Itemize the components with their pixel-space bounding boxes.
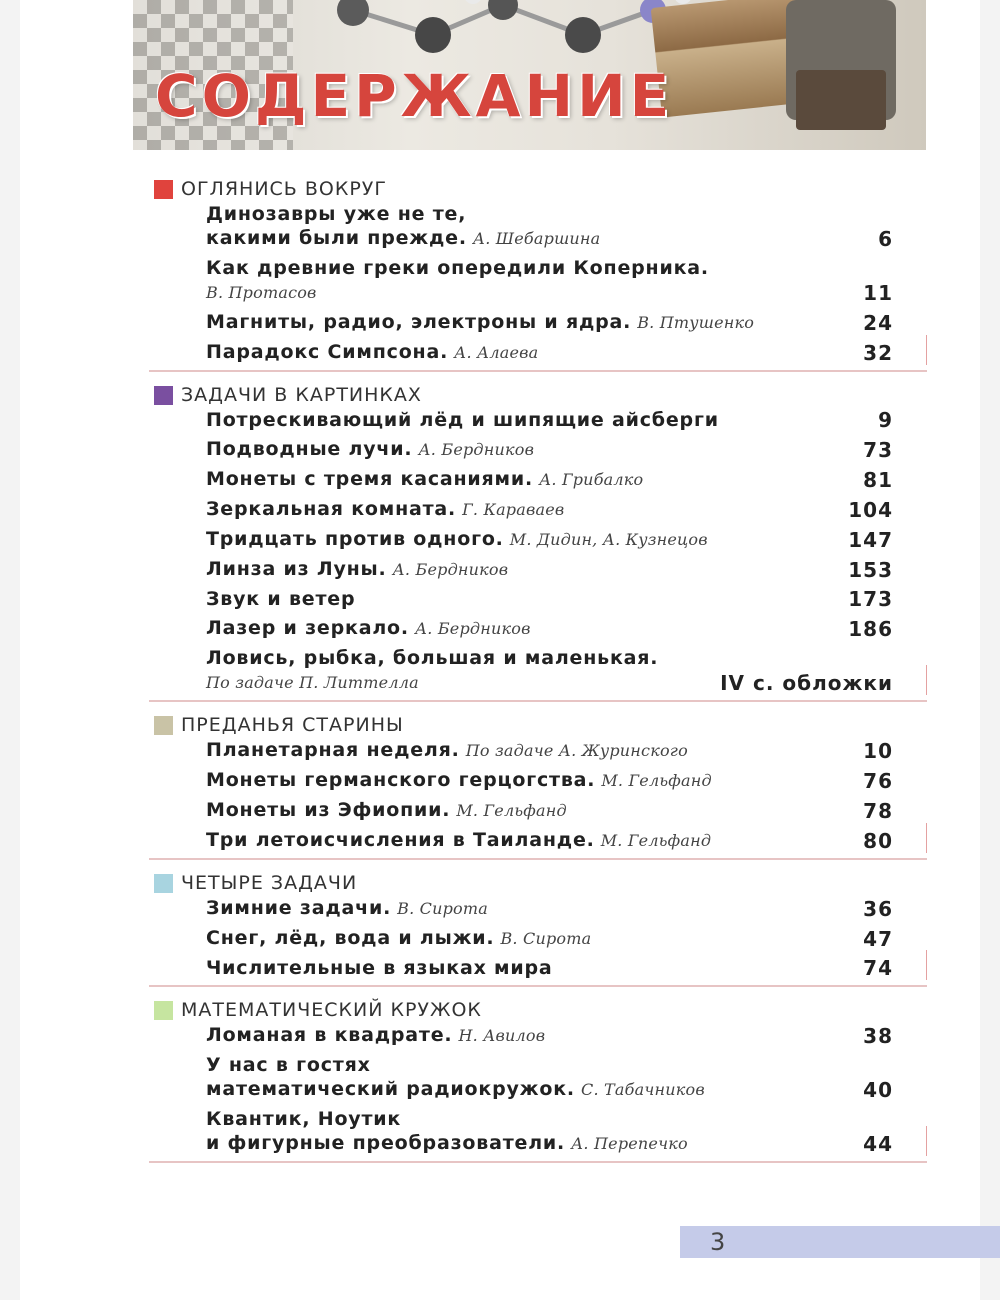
section-divider	[149, 985, 927, 987]
section-color-square	[154, 716, 173, 735]
entry-title: Магниты, радио, электроны и ядра.	[206, 311, 632, 333]
section-entries	[133, 202, 933, 365]
entry-title-line: У нас в гостях	[206, 1054, 371, 1076]
toc-entry[interactable]	[133, 768, 921, 793]
entry-page: 81	[863, 468, 893, 492]
toc-entry[interactable]	[133, 256, 921, 305]
entry-author: А. Бердников	[392, 560, 509, 579]
section-matematicheskiy-kruzhok	[133, 997, 933, 1163]
section-entries	[133, 408, 933, 695]
toc-entry[interactable]	[133, 738, 921, 763]
section-divider	[149, 1161, 927, 1163]
toc-entry[interactable]	[133, 497, 921, 522]
entry-author: А. Алаева	[454, 343, 539, 362]
toc-entry[interactable]	[133, 310, 921, 335]
entry-title: Зеркальная комната.	[206, 498, 457, 520]
entry-author: А. Бердников	[418, 440, 535, 459]
entry-title: и фигурные преобразователи.	[206, 1132, 566, 1154]
entry-author: В. Сирота	[500, 929, 592, 948]
entry-author: Н. Авилов	[458, 1026, 546, 1045]
entry-title: Монеты из Эфиопии.	[206, 799, 451, 821]
entry-title: Потрескивающий лёд и шипящие айсберги	[206, 409, 719, 431]
toc-entry[interactable]	[133, 1053, 921, 1102]
entry-author: В. Сирота	[397, 899, 489, 918]
table-of-contents	[133, 176, 933, 1173]
toc-entry[interactable]	[133, 616, 921, 641]
entry-author: Г. Караваев	[462, 500, 565, 519]
section-title: ПРЕДАНЬЯ СТАРИНЫ	[181, 714, 404, 736]
section-title: ОГЛЯНИСЬ ВОКРУГ	[181, 178, 387, 200]
section-header	[133, 382, 933, 408]
entry-author: М. Гельфанд	[601, 771, 712, 790]
section-chetyre-zadachi	[133, 870, 933, 987]
section-predanya-stariny	[133, 712, 933, 860]
toc-entry[interactable]	[133, 527, 921, 552]
entry-page: 153	[848, 558, 893, 582]
entry-author: С. Табачников	[581, 1080, 705, 1099]
entry-author: А. Шебаршина	[472, 229, 601, 248]
entry-title: какими были прежде.	[206, 227, 467, 249]
section-title: ЗАДАЧИ В КАРТИНКАХ	[181, 384, 422, 406]
entry-page: 74	[863, 956, 893, 980]
entry-author: М. Гельфанд	[456, 801, 567, 820]
toc-entry[interactable]	[133, 467, 921, 492]
entry-author: По задаче П. Литтелла	[206, 673, 419, 692]
entry-author: А. Бердников	[414, 619, 531, 638]
section-color-square	[154, 180, 173, 199]
section-divider	[149, 700, 927, 702]
page-title: СОДЕРЖАНИЕ	[155, 62, 674, 130]
page-number: 3	[710, 1228, 726, 1256]
entry-title-line: Квантик, Ноутик	[206, 1108, 402, 1130]
entry-author: По задаче А. Журинского	[465, 741, 688, 760]
entry-page: 147	[848, 528, 893, 552]
section-zadachi-v-kartinkah	[133, 382, 933, 702]
entry-page: IV с. обложки	[720, 671, 893, 695]
entry-page: 76	[863, 769, 893, 793]
entry-author: А. Перепечко	[571, 1134, 688, 1153]
toc-entry[interactable]	[133, 798, 921, 823]
entry-title: Линза из Луны.	[206, 558, 387, 580]
entry-page: 6	[878, 227, 893, 251]
section-entries	[133, 1023, 933, 1156]
entry-title: Как древние греки опередили Коперника.	[206, 257, 709, 279]
toc-entry[interactable]	[133, 956, 921, 980]
page	[20, 0, 980, 1300]
section-header	[133, 870, 933, 896]
entry-page: 186	[848, 617, 893, 641]
page-footer-bar	[680, 1226, 1000, 1258]
section-color-square	[154, 1001, 173, 1020]
toc-entry[interactable]	[133, 926, 921, 951]
entry-title: Звук и ветер	[206, 588, 356, 610]
section-color-square	[154, 874, 173, 893]
entry-page: 73	[863, 438, 893, 462]
section-header	[133, 997, 933, 1023]
toc-entry[interactable]	[133, 340, 921, 365]
toc-entry[interactable]	[133, 408, 921, 432]
entry-page: 10	[863, 739, 893, 763]
entry-page: 24	[863, 311, 893, 335]
entry-page: 32	[863, 341, 893, 365]
section-header	[133, 176, 933, 202]
entry-page: 9	[878, 408, 893, 432]
entry-page: 78	[863, 799, 893, 823]
entry-title: Ловись, рыбка, большая и маленькая.	[206, 647, 659, 669]
entry-page: 173	[848, 587, 893, 611]
entry-author: В. Птушенко	[637, 313, 755, 332]
entry-author: А. Грибалко	[539, 470, 644, 489]
entry-title-line: Динозавры уже не те,	[206, 203, 467, 225]
toc-entry[interactable]	[133, 437, 921, 462]
entry-title: Зимние задачи.	[206, 897, 392, 919]
entry-title: Тридцать против одного.	[206, 528, 504, 550]
entry-page: 38	[863, 1024, 893, 1048]
toc-entry[interactable]	[133, 557, 921, 582]
entry-title: Три летоисчисления в Таиланде.	[206, 829, 595, 851]
section-header	[133, 712, 933, 738]
entry-title: Монеты с тремя касаниями.	[206, 468, 534, 490]
toc-entry[interactable]	[133, 646, 921, 695]
section-divider	[149, 858, 927, 860]
entry-title: Числительные в языках мира	[206, 957, 553, 979]
toc-entry[interactable]	[133, 587, 921, 611]
section-oglyanis-vokrug	[133, 176, 933, 372]
entry-title: Парадокс Симпсона.	[206, 341, 449, 363]
sand-tray-illustration	[796, 70, 886, 130]
entry-author: М. Гельфанд	[600, 831, 712, 850]
entry-title: Планетарная неделя.	[206, 739, 460, 761]
toc-entry[interactable]	[133, 828, 921, 853]
entry-page: 44	[863, 1132, 893, 1156]
entry-title: Монеты германского герцогства.	[206, 769, 596, 791]
section-title: МАТЕМАТИЧЕСКИЙ КРУЖОК	[181, 999, 482, 1021]
section-divider	[149, 370, 927, 372]
entry-title: Снег, лёд, вода и лыжи.	[206, 927, 495, 949]
entry-author: В. Протасов	[206, 283, 317, 302]
section-color-square	[154, 386, 173, 405]
entry-title: Лазер и зеркало.	[206, 617, 409, 639]
section-entries	[133, 896, 933, 980]
section-title: ЧЕТЫРЕ ЗАДАЧИ	[181, 872, 358, 894]
entry-page: 40	[863, 1078, 893, 1102]
entry-title: Ломаная в квадрате.	[206, 1024, 453, 1046]
toc-entry[interactable]	[133, 1107, 921, 1156]
entry-title: Подводные лучи.	[206, 438, 413, 460]
entry-title: математический радиокружок.	[206, 1078, 575, 1100]
entry-page: 104	[848, 498, 893, 522]
toc-entry[interactable]	[133, 202, 921, 251]
section-entries	[133, 738, 933, 853]
entry-page: 11	[863, 281, 893, 305]
entry-page: 36	[863, 897, 893, 921]
toc-entry[interactable]	[133, 1023, 921, 1048]
entry-author: М. Дидин, А. Кузнецов	[509, 530, 708, 549]
entry-page: 80	[863, 829, 893, 853]
entry-page: 47	[863, 927, 893, 951]
toc-entry[interactable]	[133, 896, 921, 921]
